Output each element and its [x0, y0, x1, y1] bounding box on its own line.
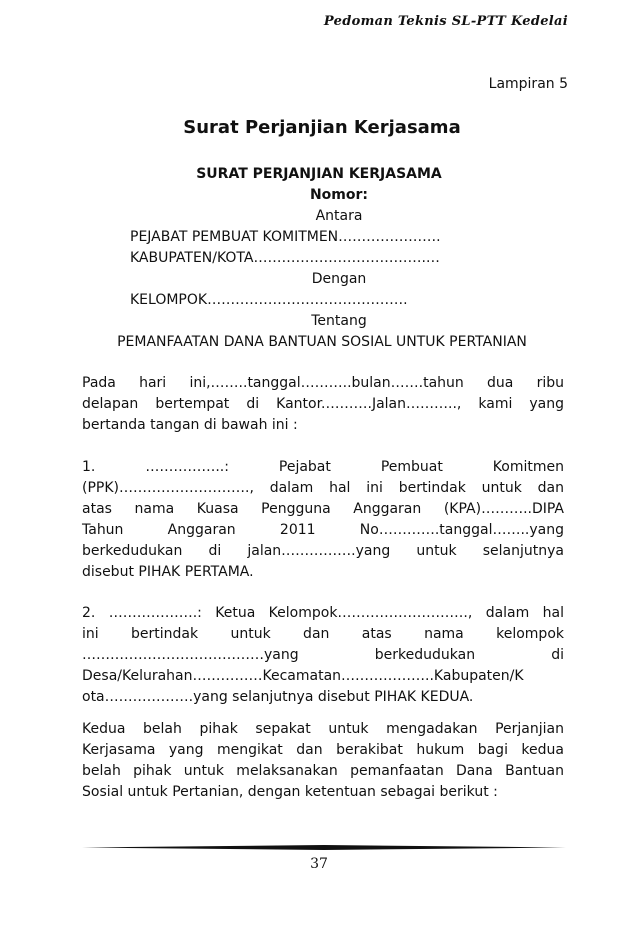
running-header: Pedoman Teknis SL-PTT Kedelai [323, 14, 568, 29]
ppk-line: PEJABAT PEMBUAT KOMITMEN…………………. [130, 229, 441, 245]
document-title: Surat Perjanjian Kerjasama [183, 117, 461, 138]
closing-paragraph [82, 719, 564, 803]
text-line: …………………………………yang berkedudukan di [82, 647, 564, 663]
text-line: atas nama Kuasa Pengguna Anggaran (KPA)………..DIPA [82, 501, 564, 517]
text-line: 2. ……………….: Ketua Kelompok………………………., dalam hal [82, 605, 564, 621]
party-one-paragraph [82, 457, 564, 583]
party-two-paragraph [82, 603, 564, 708]
between-label: Antara [315, 208, 363, 224]
page-number: 37 [310, 856, 328, 872]
appendix-label: Lampiran 5 [488, 76, 568, 92]
footer-divider [82, 845, 566, 850]
text-line: Sosial untuk Pertanian, dengan ketentuan sebagai berikut : [82, 784, 498, 800]
text-line: belah pihak untuk melaksanakan pemanfaatan Dana Bantuan [82, 763, 564, 779]
text-line: disebut PIHAK PERTAMA. [82, 564, 254, 580]
kabupaten-line: KABUPATEN/KOTA……………………………….… [130, 250, 440, 266]
number-label: Nomor: [309, 187, 369, 203]
kelompok-line: KELOMPOK……………………………………. [130, 292, 408, 308]
text-line: (PPK)………………………., dalam hal ini bertindak untuk dan [82, 480, 564, 496]
text-line: Pada hari ini,……..tanggal………..bulan…….tahun dua ribu [82, 375, 564, 391]
text-line: delapan bertempat di Kantor.……….Jalan……….., kami yang [82, 396, 564, 412]
agreement-heading: SURAT PERJANJIAN KERJASAMA [196, 166, 442, 182]
about-label: Tentang [311, 313, 367, 329]
intro-paragraph [82, 373, 564, 436]
text-line: Kedua belah pihak sepakat untuk mengadakan Perjanjian [82, 721, 564, 737]
text-line: Desa/Kelurahan……………Kecamatan………………..Kabupaten/K [82, 668, 524, 684]
with-label: Dengan [311, 271, 367, 287]
text-line: berkedudukan di jalan…………….yang untuk selanjutnya [82, 543, 564, 559]
text-line: 1. ……………..: Pejabat Pembuat Komitmen [82, 459, 564, 475]
agreement-subject: PEMANFAATAN DANA BANTUAN SOSIAL UNTUK PERTANIAN [117, 334, 527, 350]
text-line: Tahun Anggaran 2011 No………….tanggal……..yang [82, 522, 564, 538]
text-line: ini bertindak untuk dan atas nama kelompok [82, 626, 564, 642]
text-line: ota……………….yang selanjutnya disebut PIHAK KEDUA. [82, 689, 474, 705]
text-line: Kerjasama yang mengikat dan berakibat hukum bagi kedua [82, 742, 564, 758]
text-line: bertanda tangan di bawah ini : [82, 417, 298, 433]
